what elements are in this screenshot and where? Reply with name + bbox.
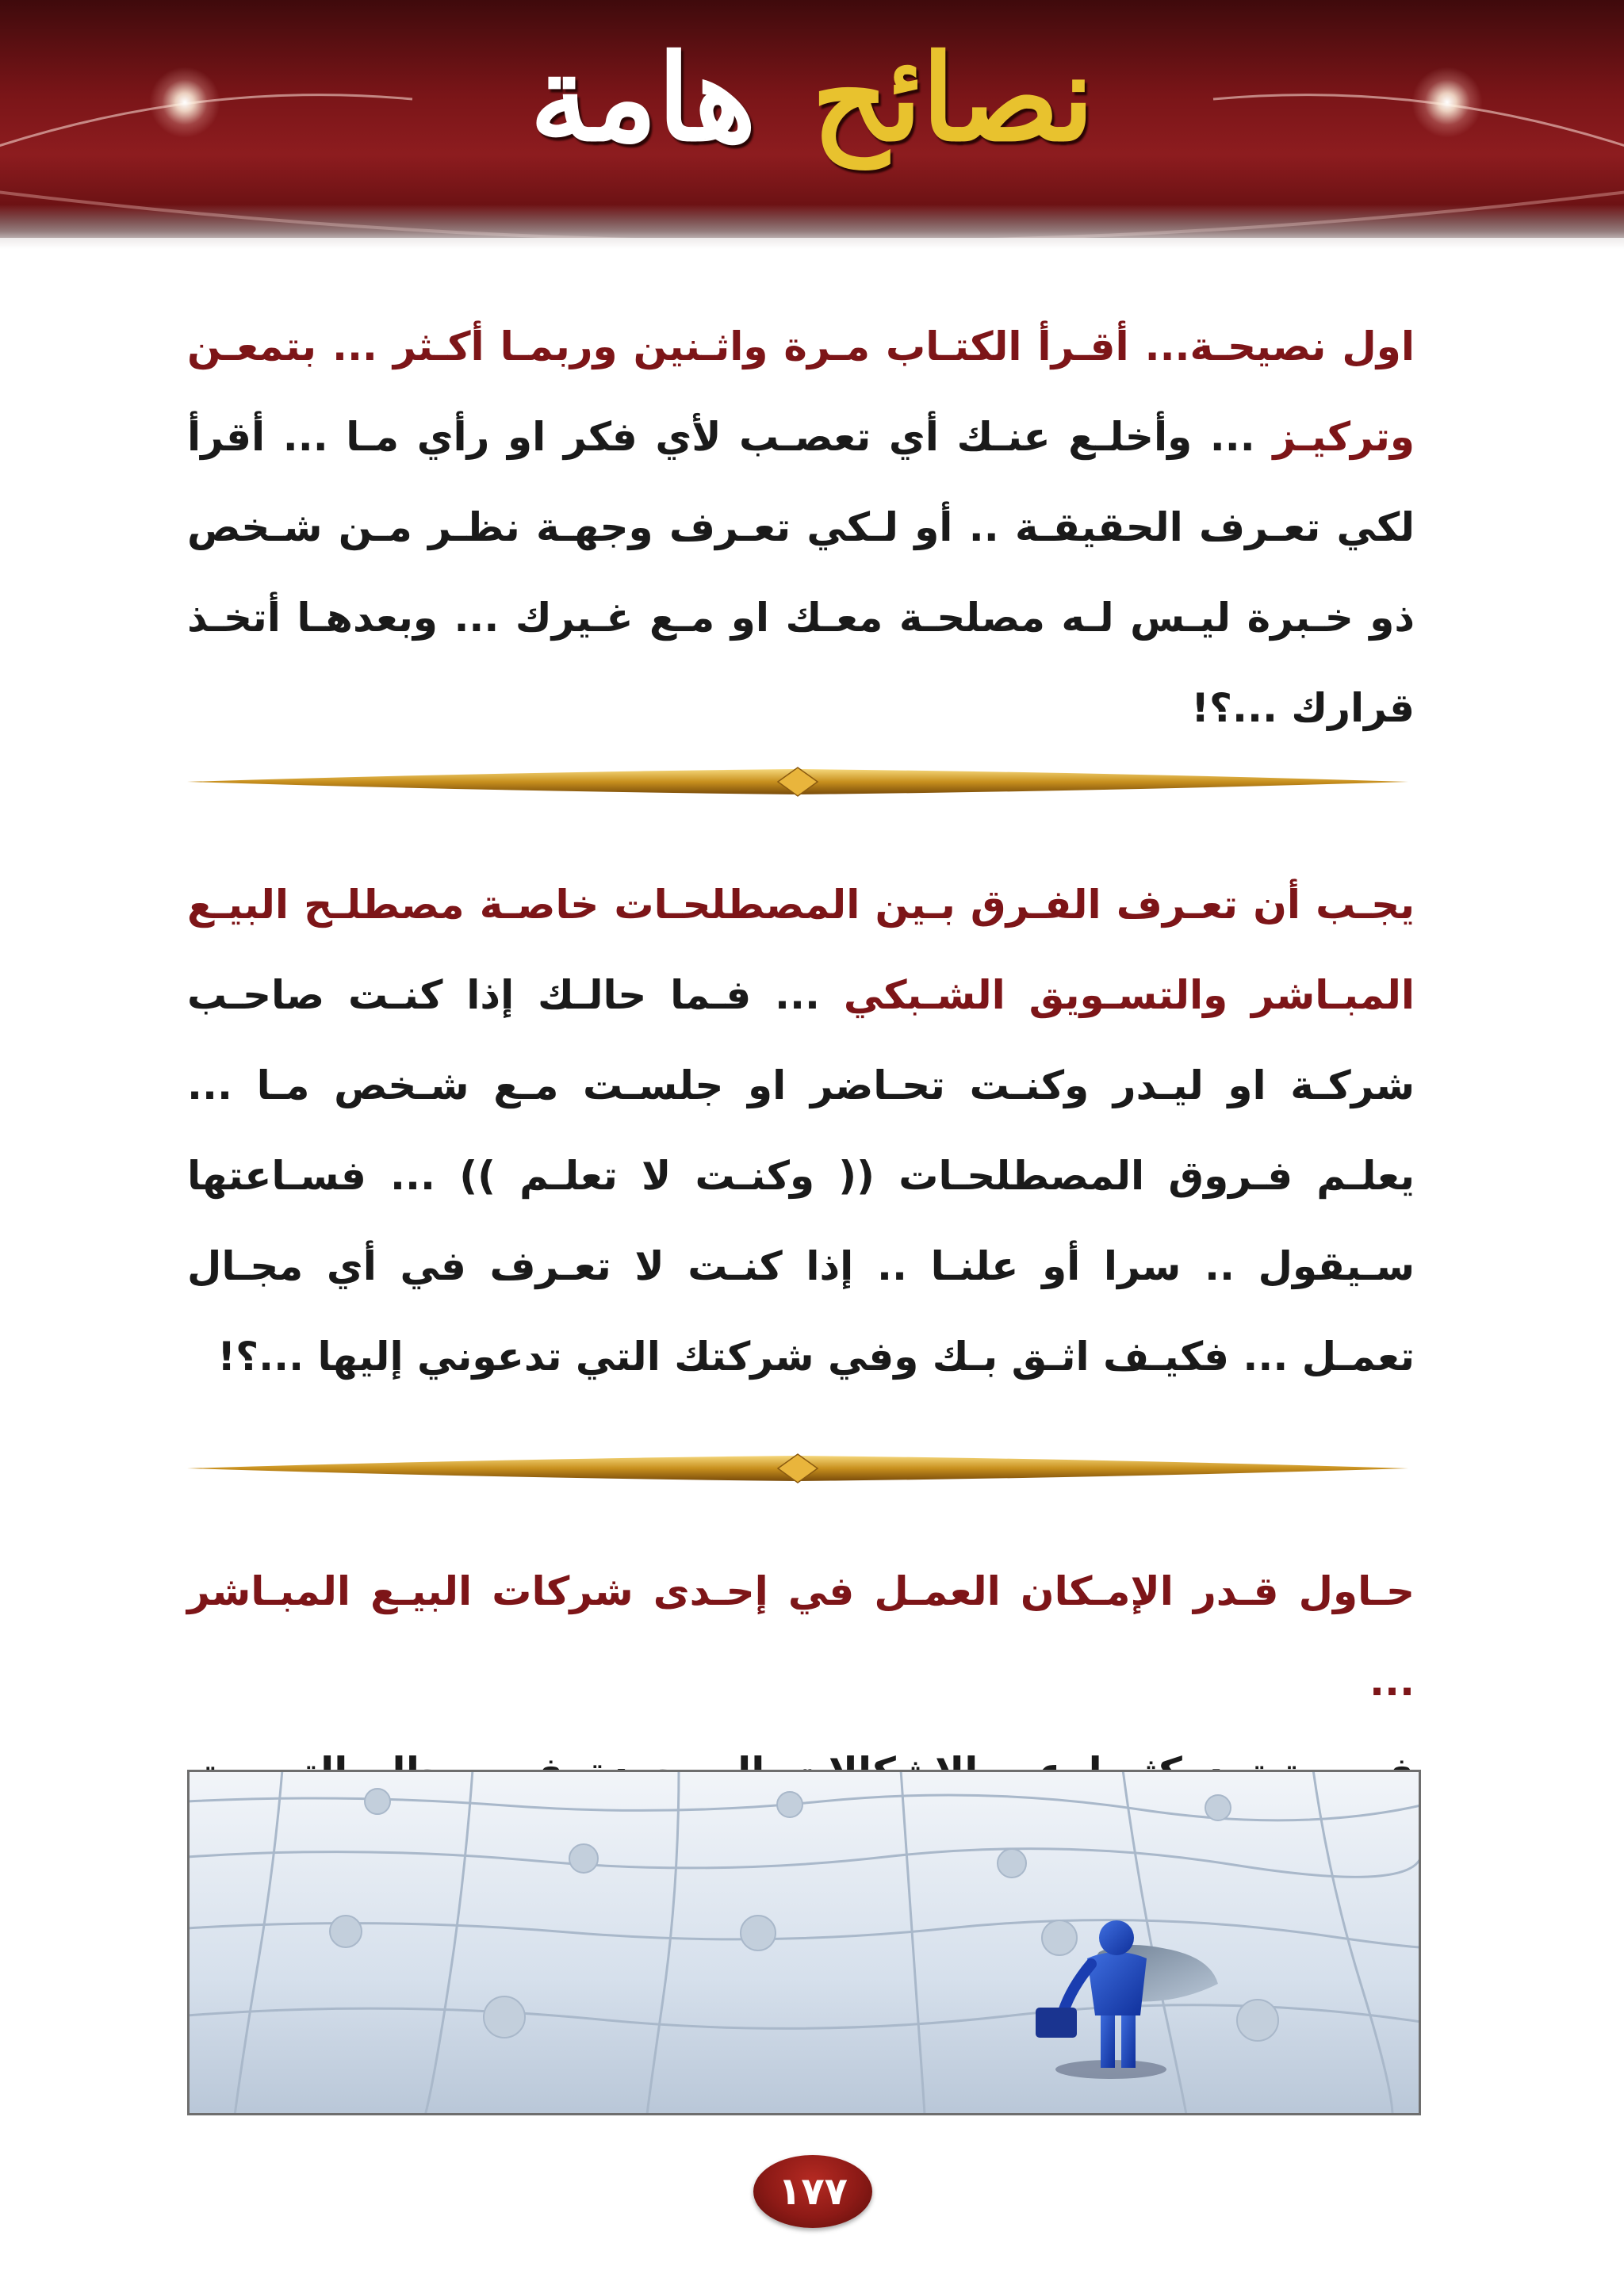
title-word-advice: نصائح [811,29,1094,168]
page-title [0,11,1624,186]
header-banner [0,0,1624,238]
paragraph-1-body: ... وأخلـع عنـك أي تعصـب لأي فكر او رأي مـا ... أقرأ لكي تعـرف الحقيقـة .. أو لـكي تعـرف وجهـة نظـر مـن شـخص ذو خـبرة ليـس لـه مصلحـة معـك او مـع غـيرك ... وبعدهـا أتخـذ قرارك ...؟! [187,414,1415,731]
title-word-important: هامة [530,29,756,168]
paragraph-1-lead: اول نصيحـة... أقـرأ الكتـاب مـرة واثـنين وربمـا أكـثر ... بتمعـن وتركيـز [187,323,1415,460]
gold-divider [187,1453,1408,1484]
paragraph-2 [187,859,1415,1402]
paragraph-3-lead: حـاول قـدر الإمـكان العمـل في إحـدى شركات البيـع المبـاشر ... [187,1568,1415,1705]
page-number-badge: ١٧٧ [753,2155,872,2228]
header-shine [0,205,1624,249]
paragraph-1 [187,301,1415,753]
paragraph-2-body: ... فـما حالـك إذا كنـت صاحـب شركـة او ليـدر وكنـت تحـاضر او جلسـت مـع شـخص مـا ... يعلـم فـروق المصطلحـات (( وكنـت لا تعلـم )) ... فسـاعتها سـيقول .. سرا أو علنـا .. إذا كنـت لا تعـرف في أي مجـال تعمـل ... فكيـف اثـق بـك وفي شركتك التي تدعوني إليها ...؟! [187,972,1415,1380]
puzzle-businessman-image [187,1770,1421,2115]
paragraph-2-lead: يجـب أن تعـرف الفـرق بـين المصطلحـات خاصـة مصطلـح البيـع المبـاشر والتسـويق الشـبكي [187,882,1415,1018]
gold-divider [187,766,1408,798]
